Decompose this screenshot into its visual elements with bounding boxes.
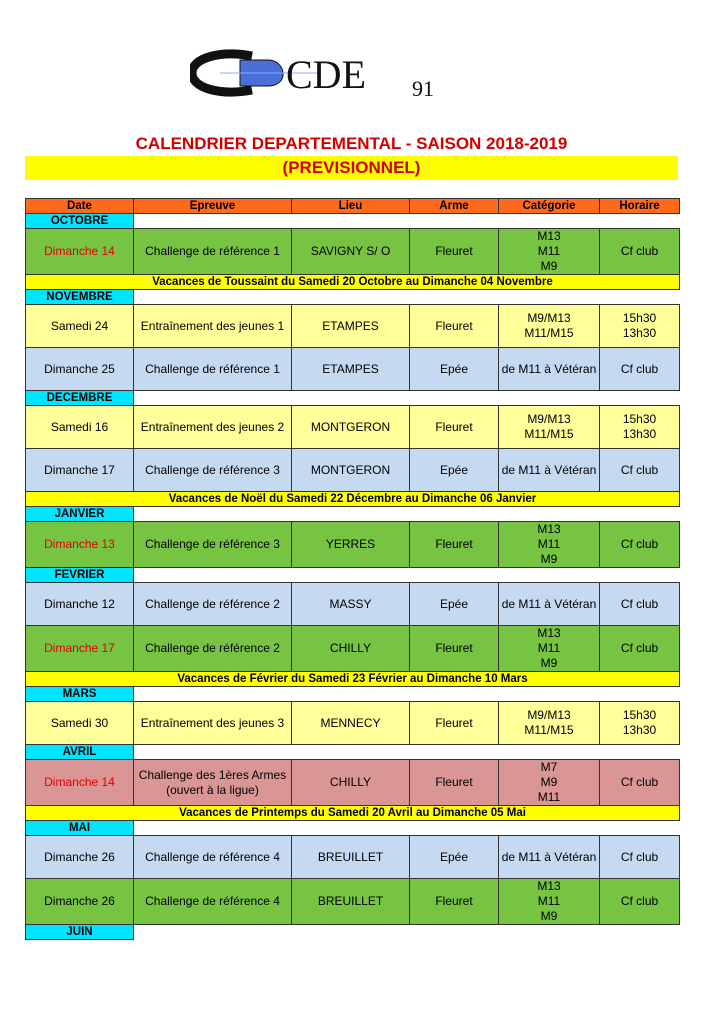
event-epreuve-line: Challenge de référence 2 xyxy=(145,641,280,655)
holiday-row xyxy=(26,492,680,507)
event-arme: Epée xyxy=(410,583,499,626)
event-date: Dimanche 17 xyxy=(26,449,134,492)
event-categorie xyxy=(499,760,600,806)
month-row xyxy=(26,687,680,702)
event-categorie xyxy=(499,702,600,745)
event-epreuve-line: Challenge de référence 3 xyxy=(145,462,280,477)
event-row xyxy=(26,583,680,626)
event-arme: Fleuret xyxy=(410,626,499,672)
event-row xyxy=(26,305,680,348)
month-spacer xyxy=(134,214,680,229)
month-label: NOVEMBRE xyxy=(26,290,134,305)
event-epreuve-line: Challenge de référence 3 xyxy=(145,537,280,551)
event-categorie-line: M9 xyxy=(540,552,558,566)
event-horaire xyxy=(600,760,680,806)
event-categorie xyxy=(499,879,600,925)
event-horaire-line: 13h30 xyxy=(622,326,657,340)
event-row xyxy=(26,836,680,879)
page-title: CALENDRIER DEPARTEMENTAL - SAISON 2018-2019 xyxy=(135,134,568,153)
event-arme: Fleuret xyxy=(410,406,499,449)
event-categorie-line: de M11 à Vétéran xyxy=(501,849,597,864)
event-date: Samedi 16 xyxy=(26,406,134,449)
event-categorie xyxy=(499,522,600,568)
event-epreuve xyxy=(134,760,292,806)
event-categorie-line: M13 xyxy=(537,229,561,243)
event-arme: Fleuret xyxy=(410,229,499,275)
event-categorie xyxy=(499,406,600,449)
event-horaire-line: Cf club xyxy=(620,462,659,477)
event-date: Dimanche 26 xyxy=(26,879,134,925)
event-categorie-line: M11/M15 xyxy=(524,326,574,340)
month-row xyxy=(26,214,680,229)
cde91-logo-icon xyxy=(190,48,475,100)
event-row xyxy=(26,702,680,745)
event-horaire xyxy=(600,348,680,391)
event-horaire-line: Cf club xyxy=(620,596,659,611)
event-epreuve xyxy=(134,836,292,879)
event-epreuve xyxy=(134,879,292,925)
event-lieu: CHILLY xyxy=(292,626,410,672)
event-horaire xyxy=(600,879,680,925)
holiday-row xyxy=(26,275,680,290)
event-epreuve-line: Challenge de référence 1 xyxy=(145,361,280,376)
event-epreuve xyxy=(134,583,292,626)
holiday-row xyxy=(26,806,680,821)
event-lieu: SAVIGNY S/ O xyxy=(292,229,410,275)
event-horaire xyxy=(600,229,680,275)
event-horaire-line: Cf club xyxy=(620,244,659,258)
event-lieu: CHILLY xyxy=(292,760,410,806)
month-label: JANVIER xyxy=(26,507,134,522)
month-row xyxy=(26,507,680,522)
event-arme: Fleuret xyxy=(410,879,499,925)
event-arme: Fleuret xyxy=(410,760,499,806)
event-date: Dimanche 12 xyxy=(26,583,134,626)
event-categorie xyxy=(499,449,600,492)
event-horaire xyxy=(600,522,680,568)
month-label: OCTOBRE xyxy=(26,214,134,229)
event-lieu: ETAMPES xyxy=(292,305,410,348)
event-row xyxy=(26,348,680,391)
event-categorie-line: M11/M15 xyxy=(524,427,574,441)
holiday-label: Vacances de Printemps du Samedi 20 Avril au Dimanche 05 Mai xyxy=(26,806,680,821)
event-categorie-line: M11 xyxy=(537,537,561,551)
event-lieu: BREUILLET xyxy=(292,879,410,925)
event-categorie-line: M13 xyxy=(537,522,561,536)
logo-text: CDE xyxy=(286,52,366,97)
event-categorie-line: M13 xyxy=(537,879,561,893)
event-horaire-line: Cf club xyxy=(620,894,659,908)
event-horaire xyxy=(600,836,680,879)
event-categorie-line: M7 xyxy=(540,760,558,774)
event-categorie-line: M11 xyxy=(537,790,561,804)
event-horaire xyxy=(600,406,680,449)
event-categorie-line: de M11 à Vétéran xyxy=(501,361,597,376)
event-categorie-line: M11 xyxy=(537,894,561,908)
logo xyxy=(190,48,475,100)
header-categorie: Catégorie xyxy=(499,199,600,214)
event-lieu: BREUILLET xyxy=(292,836,410,879)
event-categorie-line: M13 xyxy=(537,626,561,640)
event-row xyxy=(26,449,680,492)
month-spacer xyxy=(134,925,680,940)
month-row xyxy=(26,821,680,836)
event-categorie-line: M9 xyxy=(540,909,558,923)
event-epreuve-line: Challenge de référence 2 xyxy=(145,596,280,611)
month-label: AVRIL xyxy=(26,745,134,760)
month-label: MAI xyxy=(26,821,134,836)
event-date: Dimanche 14 xyxy=(26,760,134,806)
event-categorie xyxy=(499,348,600,391)
event-categorie xyxy=(499,836,600,879)
page-subtitle: (PREVISIONNEL) xyxy=(25,156,678,180)
event-horaire-line: 15h30 xyxy=(622,412,657,426)
month-row xyxy=(26,568,680,583)
event-date: Dimanche 26 xyxy=(26,836,134,879)
event-categorie-line: M9 xyxy=(540,656,558,670)
event-arme: Fleuret xyxy=(410,522,499,568)
holiday-label: Vacances de Noël du Samedi 22 Décembre au Dimanche 06 Janvier xyxy=(26,492,680,507)
month-spacer xyxy=(134,568,680,583)
holiday-label: Vacances de Toussaint du Samedi 20 Octobre au Dimanche 04 Novembre xyxy=(26,275,680,290)
event-epreuve xyxy=(134,449,292,492)
event-arme: Epée xyxy=(410,836,499,879)
event-lieu: YERRES xyxy=(292,522,410,568)
month-label: MARS xyxy=(26,687,134,702)
month-spacer xyxy=(134,391,680,406)
header-horaire: Horaire xyxy=(600,199,680,214)
event-lieu: MONTGERON xyxy=(292,449,410,492)
month-spacer xyxy=(134,745,680,760)
logo-number: 91 xyxy=(412,76,434,100)
event-epreuve xyxy=(134,702,292,745)
event-horaire xyxy=(600,305,680,348)
event-categorie-line: M9/M13 xyxy=(527,311,571,325)
event-horaire-line: Cf club xyxy=(620,361,659,376)
event-horaire-line: Cf club xyxy=(620,537,659,551)
event-categorie xyxy=(499,305,600,348)
event-horaire-line: 13h30 xyxy=(622,723,657,737)
event-epreuve-line: Challenge de référence 1 xyxy=(145,244,280,258)
event-epreuve xyxy=(134,348,292,391)
event-arme: Fleuret xyxy=(410,305,499,348)
month-spacer xyxy=(134,290,680,305)
month-spacer xyxy=(134,507,680,522)
holiday-row xyxy=(26,672,680,687)
header-date: Date xyxy=(26,199,134,214)
month-row xyxy=(26,391,680,406)
event-lieu: MONTGERON xyxy=(292,406,410,449)
event-epreuve xyxy=(134,305,292,348)
event-categorie-line: M9/M13 xyxy=(527,412,571,426)
event-horaire xyxy=(600,583,680,626)
event-horaire xyxy=(600,702,680,745)
event-categorie-line: M9 xyxy=(540,259,558,273)
event-date: Dimanche 14 xyxy=(26,229,134,275)
event-epreuve xyxy=(134,522,292,568)
event-row xyxy=(26,522,680,568)
event-horaire-line: Cf club xyxy=(620,849,659,864)
event-row xyxy=(26,760,680,806)
event-date: Dimanche 13 xyxy=(26,522,134,568)
event-categorie-line: M11/M15 xyxy=(524,723,574,737)
event-categorie-line: M11 xyxy=(537,641,561,655)
event-categorie xyxy=(499,583,600,626)
event-horaire xyxy=(600,626,680,672)
event-epreuve-line: Challenge de référence 4 xyxy=(145,894,280,908)
event-horaire-line: 15h30 xyxy=(622,708,657,722)
event-row xyxy=(26,879,680,925)
month-label: JUIN xyxy=(26,925,134,940)
header-epreuve: Epreuve xyxy=(134,199,292,214)
event-categorie-line: M9 xyxy=(540,775,558,789)
event-arme: Epée xyxy=(410,449,499,492)
event-epreuve xyxy=(134,406,292,449)
event-date: Samedi 24 xyxy=(26,305,134,348)
event-lieu: ETAMPES xyxy=(292,348,410,391)
event-epreuve-line: Entraînement des jeunes 1 xyxy=(140,318,285,333)
event-row xyxy=(26,626,680,672)
month-label: FEVRIER xyxy=(26,568,134,583)
event-epreuve-line: Challenge de référence 4 xyxy=(145,849,280,864)
month-row xyxy=(26,290,680,305)
month-row xyxy=(26,925,680,940)
event-date: Dimanche 25 xyxy=(26,348,134,391)
event-categorie xyxy=(499,626,600,672)
event-categorie xyxy=(499,229,600,275)
event-horaire-line: Cf club xyxy=(620,641,659,655)
event-epreuve-line: Challenge des 1ères Armes xyxy=(138,767,287,782)
month-spacer xyxy=(134,821,680,836)
event-arme: Epée xyxy=(410,348,499,391)
header-lieu: Lieu xyxy=(292,199,410,214)
event-epreuve-line: (ouvert à la ligue) xyxy=(166,782,259,797)
event-arme: Fleuret xyxy=(410,702,499,745)
event-lieu: MASSY xyxy=(292,583,410,626)
event-epreuve-line: Entraînement des jeunes 2 xyxy=(140,419,285,434)
event-categorie-line: de M11 à Vétéran xyxy=(501,462,597,477)
month-label: DECEMBRE xyxy=(26,391,134,406)
event-categorie-line: M9/M13 xyxy=(527,708,571,722)
event-date: Samedi 30 xyxy=(26,702,134,745)
header-arme: Arme xyxy=(410,199,499,214)
event-horaire-line: Cf club xyxy=(620,775,659,789)
event-date: Dimanche 17 xyxy=(26,626,134,672)
event-row xyxy=(26,229,680,275)
event-epreuve xyxy=(134,626,292,672)
holiday-label: Vacances de Février du Samedi 23 Février au Dimanche 10 Mars xyxy=(26,672,680,687)
table-header-row xyxy=(26,199,680,214)
event-horaire xyxy=(600,449,680,492)
month-spacer xyxy=(134,687,680,702)
event-epreuve-line: Entraînement des jeunes 3 xyxy=(140,715,285,730)
event-horaire-line: 15h30 xyxy=(622,311,657,325)
calendar-table xyxy=(25,198,680,940)
event-categorie-line: M11 xyxy=(537,244,561,258)
month-row xyxy=(26,745,680,760)
event-lieu: MENNECY xyxy=(292,702,410,745)
event-categorie-line: de M11 à Vétéran xyxy=(501,596,597,611)
event-epreuve xyxy=(134,229,292,275)
event-horaire-line: 13h30 xyxy=(622,427,657,441)
event-row xyxy=(26,406,680,449)
